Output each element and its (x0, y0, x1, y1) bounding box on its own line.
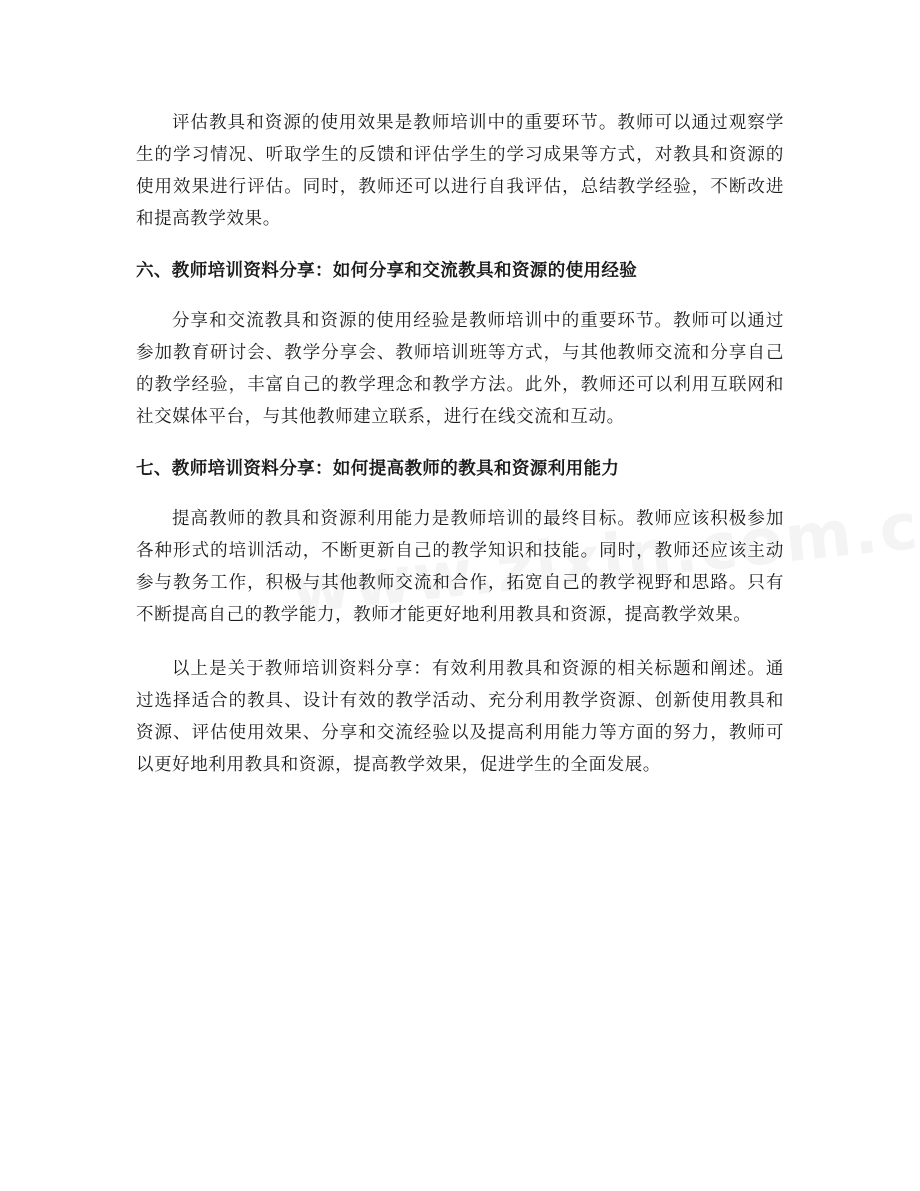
document-body (136, 107, 784, 781)
paragraph-ability: 提高教师的教具和资源利用能力是教师培训的最终目标。教师应该积极参加各种形式的培训活动，不断更新自己的教学知识和技能。同时，教师还应该主动参与教务工作，积极与其他教师交流和合作，拓宽自己的教学视野和思路。只有不断提高自己的教学能力，教师才能更好地利用教具和资源，提高教学效果。 (136, 509, 784, 625)
section-heading-7: 七、教师培训资料分享：如何提高教师的教具和资源利用能力 (136, 459, 620, 479)
section-heading-6: 六、教师培训资料分享：如何分享和交流教具和资源的使用经验 (136, 261, 638, 281)
paragraph-sharing: 分享和交流教具和资源的使用经验是教师培训中的重要环节。教师可以通过参加教育研讨会、教学分享会、教师培训班等方式，与其他教师交流和分享自己的教学经验，丰富自己的教学理念和教学方法。此外，教师还可以利用互联网和社交媒体平台，与其他教师建立联系，进行在线交流和互动。 (136, 311, 784, 427)
paragraph-summary: 以上是关于教师培训资料分享：有效利用教具和资源的相关标题和阐述。通过选择适合的教具、设计有效的教学活动、充分利用教学资源、创新使用教具和资源、评估使用效果、分享和交流经验以及提高利用能力等方面的努力，教师可以更好地利用教具和资源，提高教学效果，促进学生的全面发展。 (136, 659, 784, 775)
paragraph-evaluation: 评估教具和资源的使用效果是教师培训中的重要环节。教师可以通过观察学生的学习情况、听取学生的反馈和评估学生的学习成果等方式，对教具和资源的使用效果进行评估。同时，教师还可以进行自我评估，总结教学经验，不断改进和提高教学效果。 (136, 113, 784, 229)
